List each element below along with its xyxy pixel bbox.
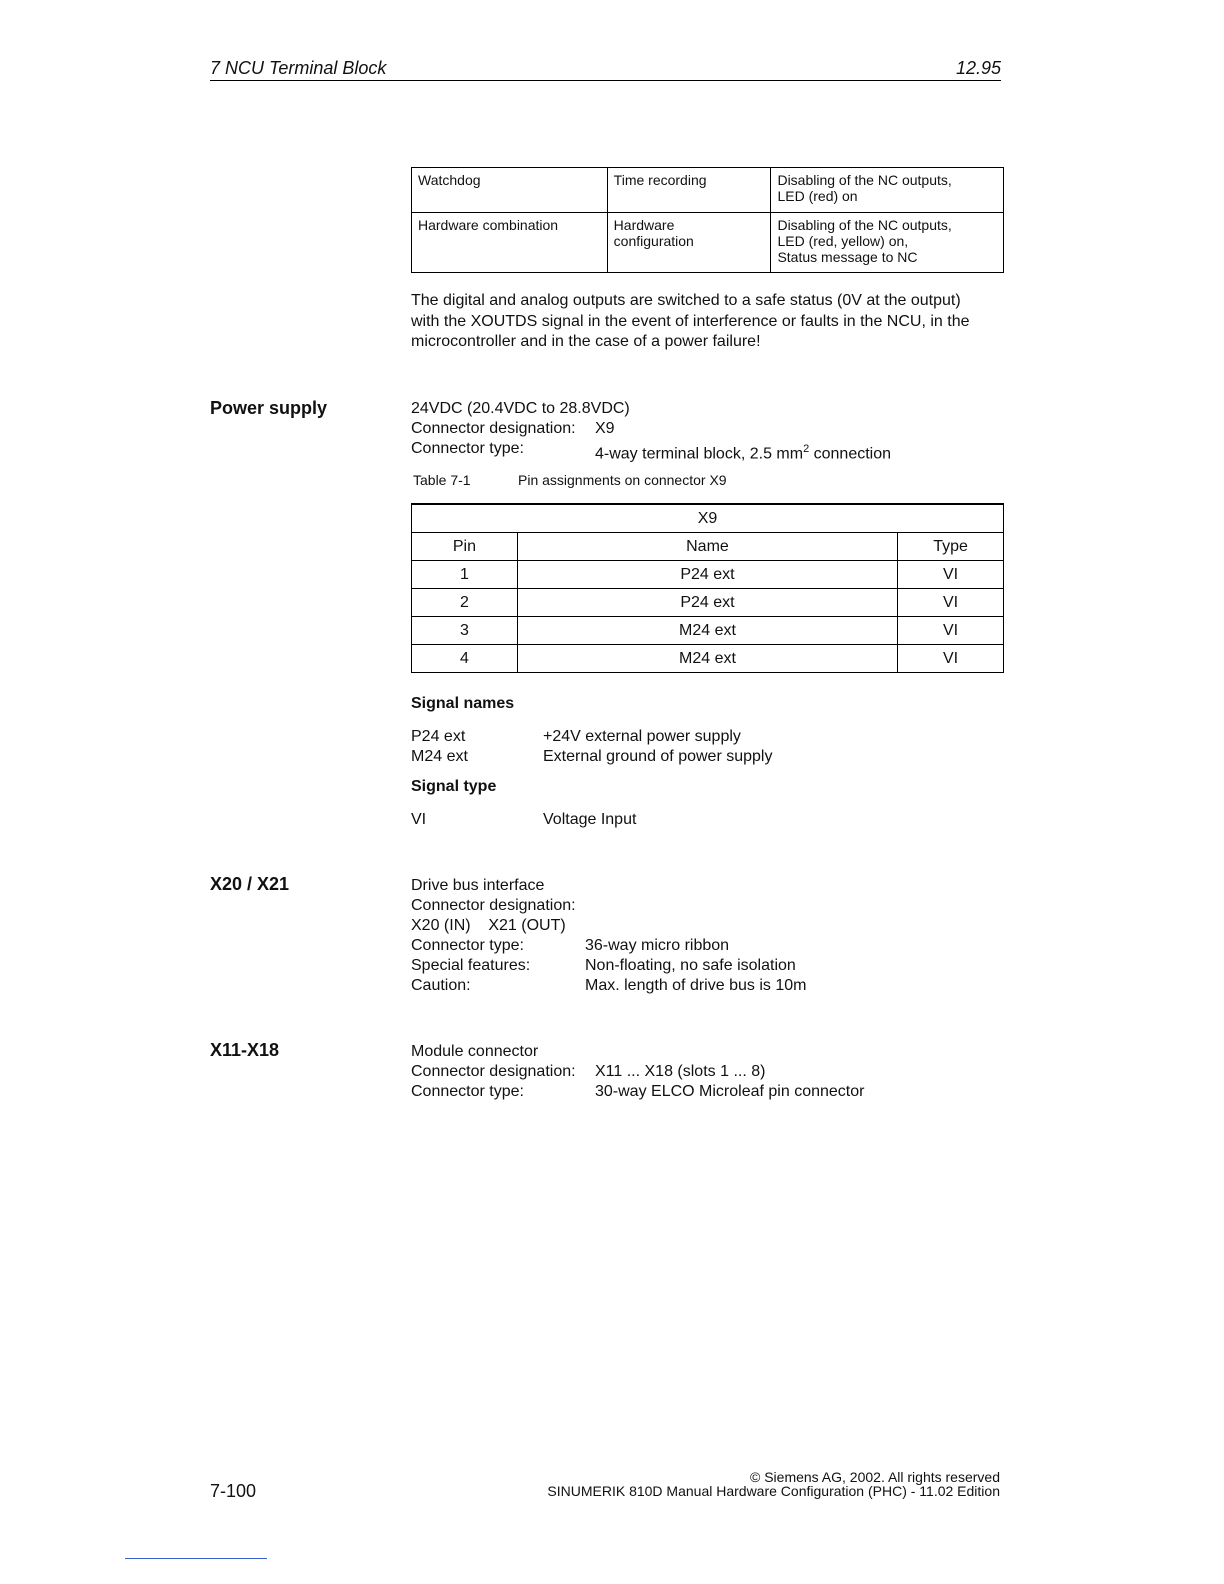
response-cell [771,213,1004,273]
power-designation-label: Connector designation: [411,420,576,437]
power-supply-heading: Power supply [210,398,328,418]
footer-info [480,1470,1000,1498]
paragraph-line: The digital and analog outputs are switched to a safe status (0V at the output) [411,292,961,309]
monitor-cell: Hardware combination [412,213,608,273]
table-row [412,533,1004,561]
x11-designation-value: X11 ... X18 (slots 1 ... 8) [595,1063,766,1080]
pin-assignment-table [411,503,1004,673]
when-line: configuration [613,233,694,249]
copyright-text: © Siemens AG, 2002. All rights reserved [750,1469,1000,1485]
signal-type-desc: Voltage Input [543,811,637,828]
connector-header: X9 [412,504,1004,533]
x20-caution-label: Caution: [411,977,471,994]
table-row [412,589,1004,617]
name-cell: P24 ext [517,589,897,617]
running-header-edition: 12.95 [955,58,1001,78]
when-cell [607,213,771,273]
monitor-cell: Watchdog [412,168,608,213]
name-cell: M24 ext [517,617,897,645]
x20-designation-value: X20 (IN) X21 (OUT) [411,917,566,934]
x11-designation-label: Connector designation: [411,1063,576,1080]
name-cell: M24 ext [517,645,897,673]
x20-type-label: Connector type: [411,937,524,954]
x20-special-value: Non-floating, no safe isolation [585,957,796,974]
when-line: Hardware [613,217,675,233]
pin-cell: 3 [412,617,518,645]
x20-designation-label: Connector designation: [411,897,576,914]
intro-paragraph [411,291,1011,353]
table-row [412,645,1004,673]
type-value-text: connection [809,445,892,463]
table-row [412,213,1004,273]
x20-x21-heading: X20 / X21 [210,874,290,894]
response-line: LED (red) on [777,188,858,204]
response-cell [771,168,1004,213]
header-rule [210,80,1001,81]
pin-cell: 1 [412,561,518,589]
signal-name: P24 ext [411,728,466,745]
x11-title: Module connector [411,1043,539,1060]
power-designation-value: X9 [595,420,615,437]
manual-title: SINUMERIK 810D Manual Hardware Configuration (PHC) - 11.02 Edition [547,1483,1000,1499]
response-line: Disabling of the NC outputs, [777,217,952,233]
x11-type-value: 30-way ELCO Microleaf pin connector [595,1083,865,1100]
table-row [412,561,1004,589]
monitoring-table [411,167,1004,273]
response-line: LED (red, yellow) on, [777,233,909,249]
when-cell: Time recording [607,168,771,213]
signal-type-name: VI [411,811,427,828]
type-cell: VI [898,589,1004,617]
running-header-section: 7 NCU Terminal Block [210,58,387,78]
x20-caution-value: Max. length of drive bus is 10m [585,977,807,994]
pin-cell: 4 [412,645,518,673]
type-cell: VI [898,561,1004,589]
response-line: Disabling of the NC outputs, [777,172,952,188]
bottom-link-rule [125,1558,267,1559]
superscript: 2 [803,443,810,455]
x11-x18-heading: X11-X18 [210,1040,280,1060]
power-voltage: 24VDC (20.4VDC to 28.8VDC) [411,400,630,417]
signal-names-heading: Signal names [411,695,515,712]
column-header: Name [517,533,897,561]
paragraph-line: with the XOUTDS signal in the event of interference or faults in the NCU, in the [411,312,970,330]
type-value-text: 4-way terminal block, 2.5 mm [595,445,804,463]
x20-title: Drive bus interface [411,877,545,894]
signal-name: M24 ext [411,748,468,765]
x11-type-label: Connector type: [411,1083,524,1100]
column-header: Type [898,533,1004,561]
x20-type-value: 36-way micro ribbon [585,937,730,954]
paragraph-line: microcontroller and in the case of a power failure! [411,333,761,350]
power-type-label: Connector type: [411,440,524,457]
type-cell: VI [898,617,1004,645]
signal-type-heading: Signal type [411,778,497,795]
signal-desc: +24V external power supply [543,728,741,745]
x20-special-label: Special features: [411,957,531,974]
table-row [412,504,1004,533]
table-caption-text: Pin assignments on connector X9 [518,472,727,488]
type-cell: VI [898,645,1004,673]
table-row [412,617,1004,645]
power-type-value [595,439,891,464]
column-header: Pin [412,533,518,561]
pin-cell: 2 [412,589,518,617]
table-row [412,168,1004,213]
name-cell: P24 ext [517,561,897,589]
response-line: Status message to NC [777,249,918,265]
page-number: 7-100 [210,1481,257,1501]
signal-desc: External ground of power supply [543,748,773,765]
table-caption-number: Table 7-1 [413,472,471,488]
